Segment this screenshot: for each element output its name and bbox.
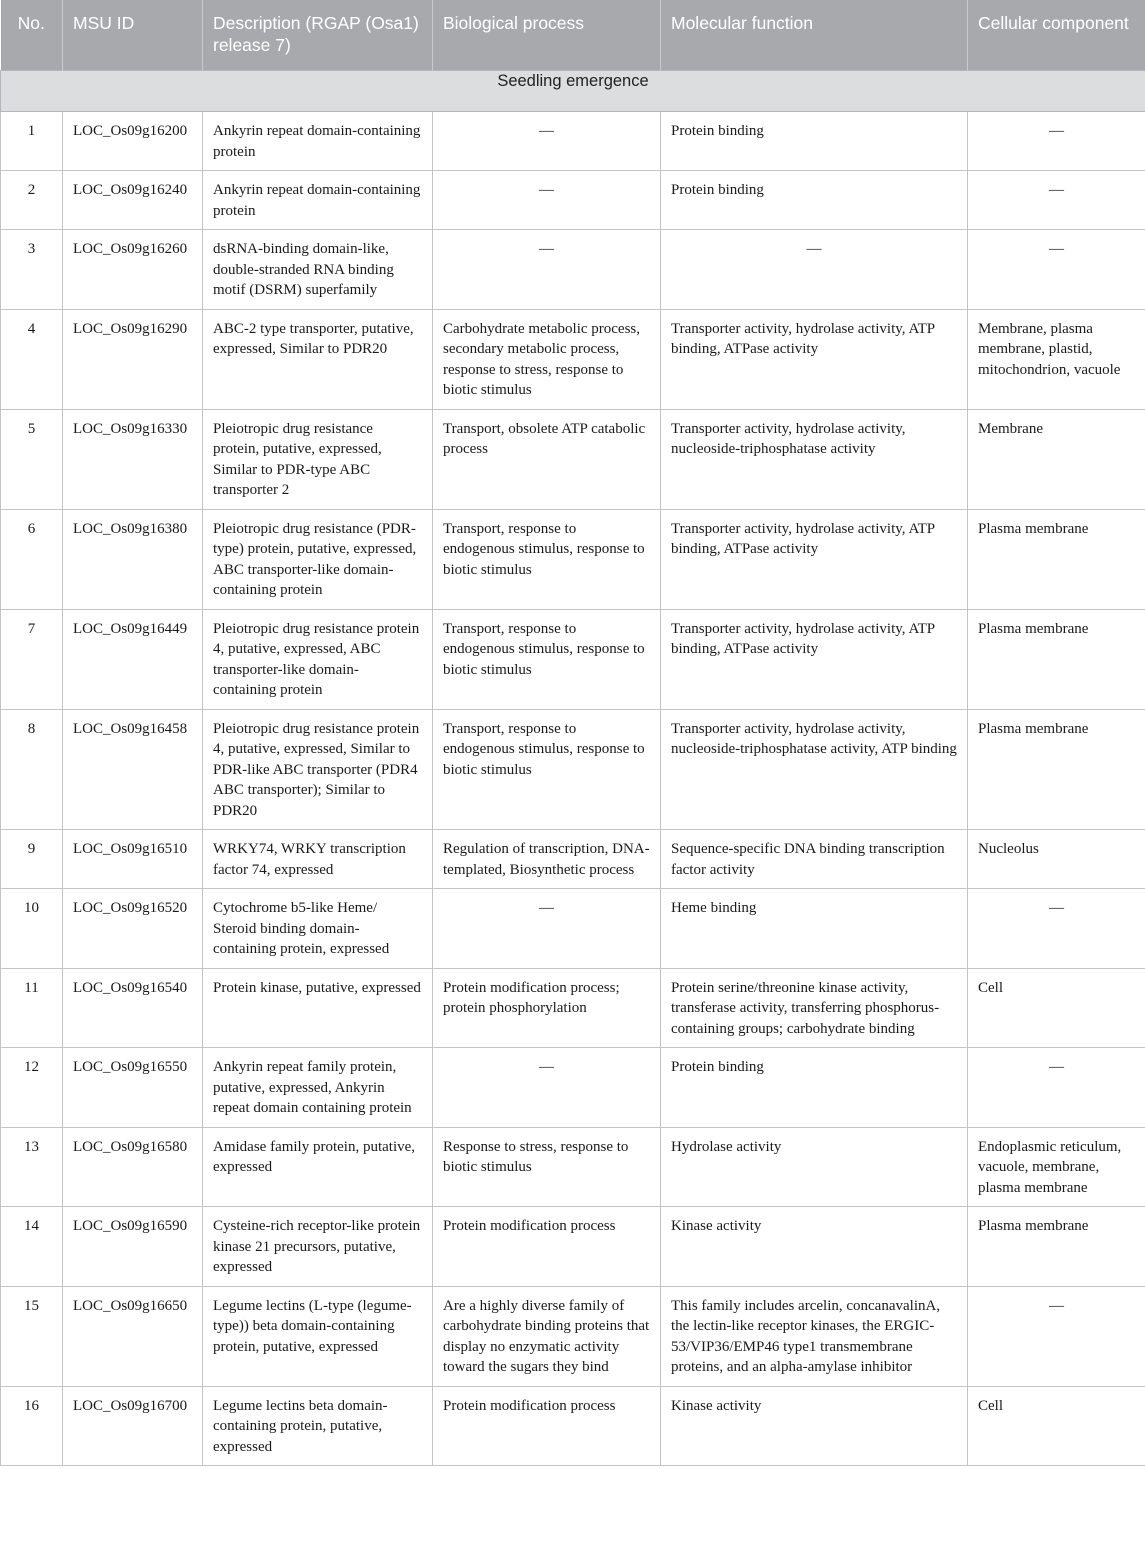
cell-cellular-component: Plasma membrane: [968, 1207, 1145, 1287]
cell-biological-process: Protein modification process; protein phosphorylation: [433, 968, 661, 1048]
cell-no: 2: [1, 171, 63, 230]
cell-no: 15: [1, 1286, 63, 1386]
table-row: [1, 409, 1145, 509]
cell-cellular-component: Membrane: [968, 409, 1145, 509]
cell-molecular-function: Hydrolase activity: [661, 1127, 968, 1207]
cell-molecular-function: Transporter activity, hydrolase activity, ATP binding, ATPase activity: [661, 509, 968, 609]
cell-no: 3: [1, 230, 63, 310]
cell-description: ABC-2 type transporter, putative, expressed, Similar to PDR20: [203, 309, 433, 409]
cell-biological-process: Transport, response to endogenous stimulus, response to biotic stimulus: [433, 509, 661, 609]
cell-description: Pleiotropic drug resistance protein, putative, expressed, Similar to PDR-type ABC transporter 2: [203, 409, 433, 509]
cell-molecular-function: Kinase activity: [661, 1207, 968, 1287]
cell-molecular-function: Protein binding: [661, 1048, 968, 1128]
cell-description: WRKY74, WRKY transcription factor 74, expressed: [203, 830, 433, 889]
header-description: Description (RGAP (Osa1) release 7): [203, 0, 433, 71]
cell-cellular-component: Cell: [968, 968, 1145, 1048]
section-row: [1, 71, 1145, 112]
table-row: [1, 1207, 1145, 1287]
cell-msu-id: LOC_Os09g16650: [63, 1286, 203, 1386]
cell-no: 16: [1, 1386, 63, 1466]
cell-molecular-function: Kinase activity: [661, 1386, 968, 1466]
cell-description: Cysteine-rich receptor-like protein kinase 21 precursors, putative, expressed: [203, 1207, 433, 1287]
cell-description: Legume lectins (L-type (legume-type)) beta domain-containing protein, putative, expressed: [203, 1286, 433, 1386]
cell-no: 1: [1, 112, 63, 171]
cell-molecular-function: This family includes arcelin, concanavalinA, the lectin-like receptor kinases, the ERGIC-53/VIP36/EMP46 type1 transmembrane proteins, and an alpha-amylase inhibitor: [661, 1286, 968, 1386]
cell-biological-process: Protein modification process: [433, 1386, 661, 1466]
cell-biological-process: Carbohydrate metabolic process, secondary metabolic process, response to stress, response to biotic stimulus: [433, 309, 661, 409]
header-row: [1, 0, 1145, 71]
table-row: [1, 609, 1145, 709]
table-row: [1, 1048, 1145, 1128]
table-body: [1, 71, 1145, 1466]
table-row: [1, 112, 1145, 171]
cell-molecular-function: Protein binding: [661, 171, 968, 230]
cell-msu-id: LOC_Os09g16590: [63, 1207, 203, 1287]
cell-biological-process: Response to stress, response to biotic stimulus: [433, 1127, 661, 1207]
header-biological-process: Biological process: [433, 0, 661, 71]
cell-no: 14: [1, 1207, 63, 1287]
cell-molecular-function: Transporter activity, hydrolase activity, ATP binding, ATPase activity: [661, 309, 968, 409]
table-row: [1, 230, 1145, 310]
cell-biological-process: Transport, obsolete ATP catabolic process: [433, 409, 661, 509]
table-row: [1, 1127, 1145, 1207]
cell-msu-id: LOC_Os09g16200: [63, 112, 203, 171]
cell-no: 12: [1, 1048, 63, 1128]
cell-cellular-component: —: [968, 230, 1145, 310]
cell-biological-process: —: [433, 889, 661, 969]
cell-no: 4: [1, 309, 63, 409]
cell-molecular-function: Protein serine/threonine kinase activity, transferase activity, transferring phosphorus-containing groups; carbohydrate binding: [661, 968, 968, 1048]
cell-msu-id: LOC_Os09g16380: [63, 509, 203, 609]
cell-cellular-component: Nucleolus: [968, 830, 1145, 889]
cell-description: Legume lectins beta domain-containing protein, putative, expressed: [203, 1386, 433, 1466]
cell-molecular-function: —: [661, 230, 968, 310]
cell-biological-process: —: [433, 230, 661, 310]
header-molecular-function: Molecular function: [661, 0, 968, 71]
table-row: [1, 509, 1145, 609]
cell-description: Pleiotropic drug resistance protein 4, putative, expressed, ABC transporter-like domain-containing protein: [203, 609, 433, 709]
cell-biological-process: Transport, response to endogenous stimulus, response to biotic stimulus: [433, 709, 661, 830]
cell-msu-id: LOC_Os09g16330: [63, 409, 203, 509]
section-title: Seedling emergence: [1, 71, 1145, 112]
cell-biological-process: Are a highly diverse family of carbohydrate binding proteins that display no enzymatic activity toward the sugars they bind: [433, 1286, 661, 1386]
cell-msu-id: LOC_Os09g16510: [63, 830, 203, 889]
cell-msu-id: LOC_Os09g16580: [63, 1127, 203, 1207]
cell-cellular-component: —: [968, 171, 1145, 230]
cell-no: 11: [1, 968, 63, 1048]
cell-no: 8: [1, 709, 63, 830]
cell-no: 13: [1, 1127, 63, 1207]
cell-molecular-function: Transporter activity, hydrolase activity, nucleoside-triphosphatase activity: [661, 409, 968, 509]
cell-cellular-component: —: [968, 889, 1145, 969]
cell-biological-process: Protein modification process: [433, 1207, 661, 1287]
table-row: [1, 309, 1145, 409]
cell-description: Ankyrin repeat domain-containing protein: [203, 171, 433, 230]
cell-cellular-component: —: [968, 1048, 1145, 1128]
cell-molecular-function: Heme binding: [661, 889, 968, 969]
cell-cellular-component: —: [968, 1286, 1145, 1386]
cell-biological-process: Regulation of transcription, DNA-templated, Biosynthetic process: [433, 830, 661, 889]
header-msu-id: MSU ID: [63, 0, 203, 71]
cell-molecular-function: Protein binding: [661, 112, 968, 171]
table-row: [1, 709, 1145, 830]
cell-msu-id: LOC_Os09g16240: [63, 171, 203, 230]
cell-biological-process: Transport, response to endogenous stimulus, response to biotic stimulus: [433, 609, 661, 709]
table-header: [1, 0, 1145, 71]
cell-description: Pleiotropic drug resistance (PDR-type) protein, putative, expressed, ABC transporter-like domain-containing protein: [203, 509, 433, 609]
cell-cellular-component: Plasma membrane: [968, 709, 1145, 830]
header-cellular-component: Cellular component: [968, 0, 1145, 71]
cell-msu-id: LOC_Os09g16260: [63, 230, 203, 310]
cell-cellular-component: Membrane, plasma membrane, plastid, mitochondrion, vacuole: [968, 309, 1145, 409]
cell-molecular-function: Transporter activity, hydrolase activity, nucleoside-triphosphatase activity, ATP binding: [661, 709, 968, 830]
cell-molecular-function: Sequence-specific DNA binding transcription factor activity: [661, 830, 968, 889]
cell-msu-id: LOC_Os09g16290: [63, 309, 203, 409]
cell-no: 10: [1, 889, 63, 969]
cell-no: 6: [1, 509, 63, 609]
cell-msu-id: LOC_Os09g16458: [63, 709, 203, 830]
cell-cellular-component: Cell: [968, 1386, 1145, 1466]
cell-cellular-component: —: [968, 112, 1145, 171]
cell-description: dsRNA-binding domain-like, double-stranded RNA binding motif (DSRM) superfamily: [203, 230, 433, 310]
cell-description: Protein kinase, putative, expressed: [203, 968, 433, 1048]
cell-msu-id: LOC_Os09g16540: [63, 968, 203, 1048]
cell-description: Ankyrin repeat domain-containing protein: [203, 112, 433, 171]
table-row: [1, 171, 1145, 230]
cell-no: 5: [1, 409, 63, 509]
cell-no: 7: [1, 609, 63, 709]
cell-cellular-component: Plasma membrane: [968, 509, 1145, 609]
cell-biological-process: —: [433, 171, 661, 230]
table-row: [1, 968, 1145, 1048]
table-row: [1, 1286, 1145, 1386]
cell-cellular-component: Plasma membrane: [968, 609, 1145, 709]
cell-description: Cytochrome b5-like Heme/ Steroid binding domain-containing protein, expressed: [203, 889, 433, 969]
table-row: [1, 889, 1145, 969]
cell-cellular-component: Endoplasmic reticulum, vacuole, membrane, plasma membrane: [968, 1127, 1145, 1207]
table-row: [1, 830, 1145, 889]
cell-no: 9: [1, 830, 63, 889]
header-no: No.: [1, 0, 63, 71]
cell-msu-id: LOC_Os09g16700: [63, 1386, 203, 1466]
cell-msu-id: LOC_Os09g16449: [63, 609, 203, 709]
cell-msu-id: LOC_Os09g16520: [63, 889, 203, 969]
cell-biological-process: —: [433, 1048, 661, 1128]
cell-description: Pleiotropic drug resistance protein 4, putative, expressed, Similar to PDR-like ABC transporter (PDR4 ABC transporter); Similar to PDR20: [203, 709, 433, 830]
cell-description: Amidase family protein, putative, expressed: [203, 1127, 433, 1207]
cell-molecular-function: Transporter activity, hydrolase activity, ATP binding, ATPase activity: [661, 609, 968, 709]
cell-biological-process: —: [433, 112, 661, 171]
cell-msu-id: LOC_Os09g16550: [63, 1048, 203, 1128]
table-row: [1, 1386, 1145, 1466]
cell-description: Ankyrin repeat family protein, putative, expressed, Ankyrin repeat domain containing protein: [203, 1048, 433, 1128]
